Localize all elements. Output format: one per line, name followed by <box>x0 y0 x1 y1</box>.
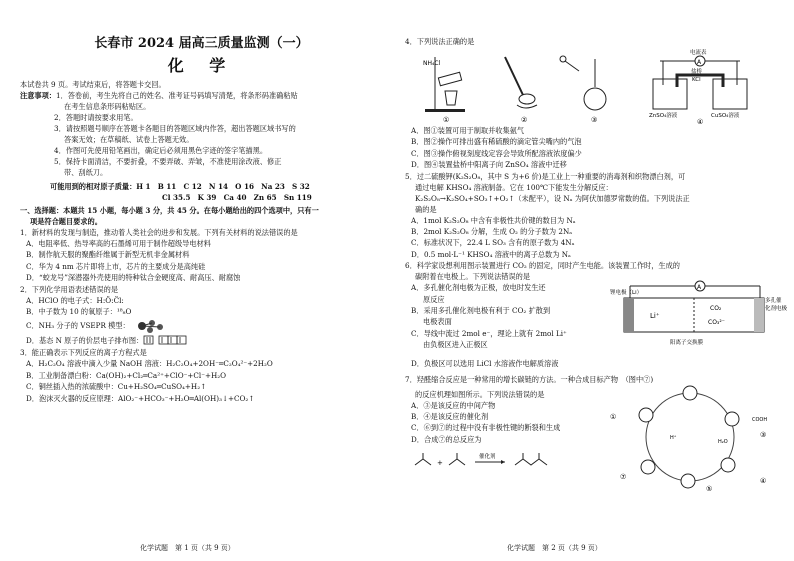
option: A．多孔催化剂电极为正极，放电时发生还 <box>411 283 546 293</box>
svg-text:H⁺: H⁺ <box>670 434 677 441</box>
note-line: 3．请按照题号顺序在答题卡各题目的答题区域内作答，超出答题区域书写的 <box>54 124 296 133</box>
q6-block <box>405 282 788 358</box>
option <box>20 317 383 333</box>
svg-text:KCl: KCl <box>692 77 701 83</box>
svg-text:②: ② <box>521 116 528 124</box>
option: C．图③操作俯视刻度线定容会导致所配溶液浓度偏少 <box>411 148 582 158</box>
nh4cl-label: NH₄Cl <box>423 60 441 67</box>
section-heading: 项是符合题目要求的。 <box>30 217 102 226</box>
svg-text:④: ④ <box>760 476 767 485</box>
question-5-cont: K₂S₂O₈→K₂SO₄+SO₃↑+O₂↑（未配平），设 Nₐ 为阿伏加德罗常数的值。下列说法正 <box>415 193 690 203</box>
apparatus-2-icon <box>505 57 537 124</box>
svg-text:+: + <box>437 459 443 468</box>
q4-apparatus-figure <box>405 47 775 125</box>
note-line: 带、刮纸刀。 <box>64 168 108 177</box>
question-6-cont: 碳附着在电极上。下列说法错误的是 <box>415 272 531 282</box>
question-3: 3．能正确表示下列反应的离子方程式是 <box>20 348 147 358</box>
option: B．图②操作可排出盛有稀硫酸的滴定管尖嘴内的气泡 <box>411 137 582 147</box>
option: A．1mol K₂S₂O₈ 中含有非极性共价键的数目为 Nₐ <box>411 215 576 225</box>
svg-text:化剂电极: 化剂电极 <box>765 306 788 313</box>
svg-text:锂电极（Li）: 锂电极（Li） <box>610 290 643 297</box>
option-text: C．NH₃ 分子的 VSEPR 模型： <box>26 320 130 330</box>
svg-text:COOH: COOH <box>752 416 768 423</box>
option: D．0.5 mol·L⁻¹ KHSO₄ 溶液中的离子总数为 Nₐ <box>411 249 571 259</box>
q7-block <box>405 385 782 495</box>
svg-text:CuSO₄溶液: CuSO₄溶液 <box>711 113 740 119</box>
svg-text:CO₃²⁻: CO₃²⁻ <box>708 319 725 327</box>
svg-text:③: ③ <box>591 116 598 124</box>
svg-text:电流表: 电流表 <box>690 50 707 56</box>
option: B．2mol K₂S₂O₈ 分解，生成 O₂ 的分子数为 2Nₐ <box>411 227 573 237</box>
option-cont: 由负极区进入正极区 <box>423 340 488 350</box>
option: B．采用多孔催化剂电极有利于 CO₂ 扩散到 <box>411 306 551 316</box>
svg-text:③: ③ <box>760 430 767 439</box>
option: A．H₂C₂O₄ 溶液中滴入少量 NaOH 溶液：H₂C₂O₄+2OH⁻═C₂O₄²⁻+2H₂O <box>26 359 273 369</box>
option: D．合成⑦的总反应为 <box>411 434 482 444</box>
note-line: 5．保持卡面清洁，不要折叠，不要弄破、弄皱，不准使用涂改液、修正 <box>54 157 282 166</box>
option <box>20 333 383 347</box>
option: A．HClO 的电子式：H:Ö:C̈l: <box>26 295 124 305</box>
svg-text:④: ④ <box>697 118 704 126</box>
option: D．“蛟龙号”深潜器外壳使用的特种钛合金硬度高、耐高压、耐腐蚀 <box>26 273 241 283</box>
option: C．标准状况下，22.4 L SO₃ 含有的原子数为 4Nₐ <box>411 238 575 248</box>
svg-text:催化剂: 催化剂 <box>479 454 496 461</box>
option: C．华为 4 nm 芯片即将上市，芯片的主要成分是高纯硅 <box>26 261 206 271</box>
option: B．制作航天服的聚酯纤维属于新型无机非金属材料 <box>26 250 190 260</box>
apparatus-1-icon <box>423 57 465 124</box>
svg-text:盐桥: 盐桥 <box>691 69 703 75</box>
svg-text:ZnSO₄溶液: ZnSO₄溶液 <box>649 113 678 119</box>
option: D．泡沫灭火器的反应原理：AlO₂⁻+HCO₃⁻+H₂O═Al(OH)₃↓+CO₂↑ <box>26 393 255 403</box>
svg-text:多孔催: 多孔催 <box>765 298 782 305</box>
option-cont: 原反应 <box>423 294 445 304</box>
option: B．④是该反应的催化剂 <box>411 412 489 422</box>
option: D．负极区可以选用 LiCl 水溶液作电解质溶液 <box>411 359 559 369</box>
svg-text:Li⁺: Li⁺ <box>650 312 660 321</box>
q7-total-reaction-icon <box>405 445 595 475</box>
svg-text:阳离子交换膜: 阳离子交换膜 <box>670 340 704 347</box>
section-heading: 一、选择题：本题共 15 小题，每小题 3 分，共 45 分。在每小题给出的四个选项中，只有一 <box>20 206 319 215</box>
orbital-diagram-icon <box>143 334 199 346</box>
atomic-masses: Cl 35.5 K 39 Ca 40 Zn 65 Sn 119 <box>162 193 312 202</box>
option: A．图①装置可用于制取并收集氨气 <box>411 126 525 135</box>
apparatus-3-icon <box>560 56 606 124</box>
note-line: 在考生信息条形码粘贴区。 <box>64 102 151 111</box>
question-7: 7．羟醛缩合反应是一种常用的增长碳链的方法。一种合成目标产物 （图中⑦) <box>405 374 654 384</box>
note-line: 答案无效；在草稿纸、试卷上答题无效。 <box>64 135 194 144</box>
note-line: 1．答卷前，考生先将自己的姓名、准考证号码填写清楚，将条形码准确粘贴 <box>55 91 298 100</box>
intro-text: 本试卷共 9 页。考试结束后，将答题卡交回。 <box>20 80 166 89</box>
question-2: 2．下列化学用语表述错误的是 <box>20 284 119 294</box>
svg-text:H₂O: H₂O <box>718 438 728 445</box>
page-2 <box>397 0 794 561</box>
option: D．图④装置盐桥中阳离子向 ZnSO₄ 溶液中迁移 <box>411 160 567 170</box>
svg-text:A: A <box>697 59 702 66</box>
option-cont: 电极表面 <box>423 317 452 327</box>
question-5-cont: 确的是 <box>415 204 437 214</box>
q6-battery-figure <box>610 278 788 354</box>
svg-text:⑦: ⑦ <box>620 472 627 481</box>
option: C．⑥到⑦的过程中没有非极性键的断裂和生成 <box>411 423 561 433</box>
question-5: 5．过二硫酸钾(K₂S₂O₈，其中 S 为+6 价)是工业上一种重要的消毒剂和织物漂白剂，可 <box>405 171 686 181</box>
option: B．中子数为 10 的氧原子：¹⁸₈O <box>26 307 132 317</box>
svg-text:A: A <box>697 284 702 292</box>
page-footer: 化学试题 第 2 页（共 9 页） <box>507 544 602 552</box>
question-6: 6．科学家设想利用图示装置进行 CO₂ 的固定，同时产生电能。该装置工作时，生成的 <box>405 261 680 271</box>
q7-mechanism-cycle <box>610 379 780 495</box>
notes-label: 注意事项： <box>20 91 56 100</box>
atomic-masses: 可能用到的相对原子质量：H 1 B 11 C 12 N 14 O 16 Na 23 S 32 <box>50 182 310 191</box>
question-4: 4．下列说法正确的是 <box>405 37 475 46</box>
option: C．铜丝插入热的浓硫酸中：Cu+H₂SO₄═CuSO₄+H₂↑ <box>26 382 207 392</box>
option: A．③是该反应的中间产物 <box>411 400 496 410</box>
note-line: 4．作图可先使用铅笔画出，确定后必须用黑色字迹的签字笔描黑。 <box>54 146 268 155</box>
svg-text:⑤: ⑤ <box>706 484 713 493</box>
option-text: D．基态 N 原子的价层电子排布图： <box>26 335 144 345</box>
question-1: 1．新材料的发现与制造，推动着人类社会的进步和发展。下列有关材料的说法错误的是 <box>20 228 298 237</box>
question-7-cont: 的反应机理如图所示。下列说法错误的是 <box>415 389 545 399</box>
question-5-cont: 通过电解 KHSO₄ 溶液制备。它在 100℃下能发生分解反应： <box>415 182 613 192</box>
note-line: 2．答题时请按要求用笔。 <box>54 113 138 122</box>
subject-title: 化 学 <box>167 56 236 75</box>
option: C．导线中流过 2mol e⁻，理论上就有 2mol Li⁺ <box>411 328 567 338</box>
page-footer: 化学试题 第 1 页（共 9 页） <box>140 544 235 552</box>
exam-title: 长春市 2024 届高三质量监测（一） <box>94 36 309 51</box>
vsepr-model-icon <box>130 317 170 333</box>
option: B．工业制备漂白粉：Ca(OH)₂+Cl₂═Ca²⁺+ClO⁻+Cl⁻+H₂O <box>26 370 227 380</box>
svg-text:CO₂: CO₂ <box>710 305 722 313</box>
svg-text:①: ① <box>443 116 450 124</box>
apparatus-4-icon <box>649 48 747 126</box>
svg-text:①: ① <box>610 412 617 421</box>
notes-block <box>20 90 383 101</box>
option: A．电阻率低、热导率高的石墨烯可用于制作超级导电材料 <box>26 239 211 248</box>
